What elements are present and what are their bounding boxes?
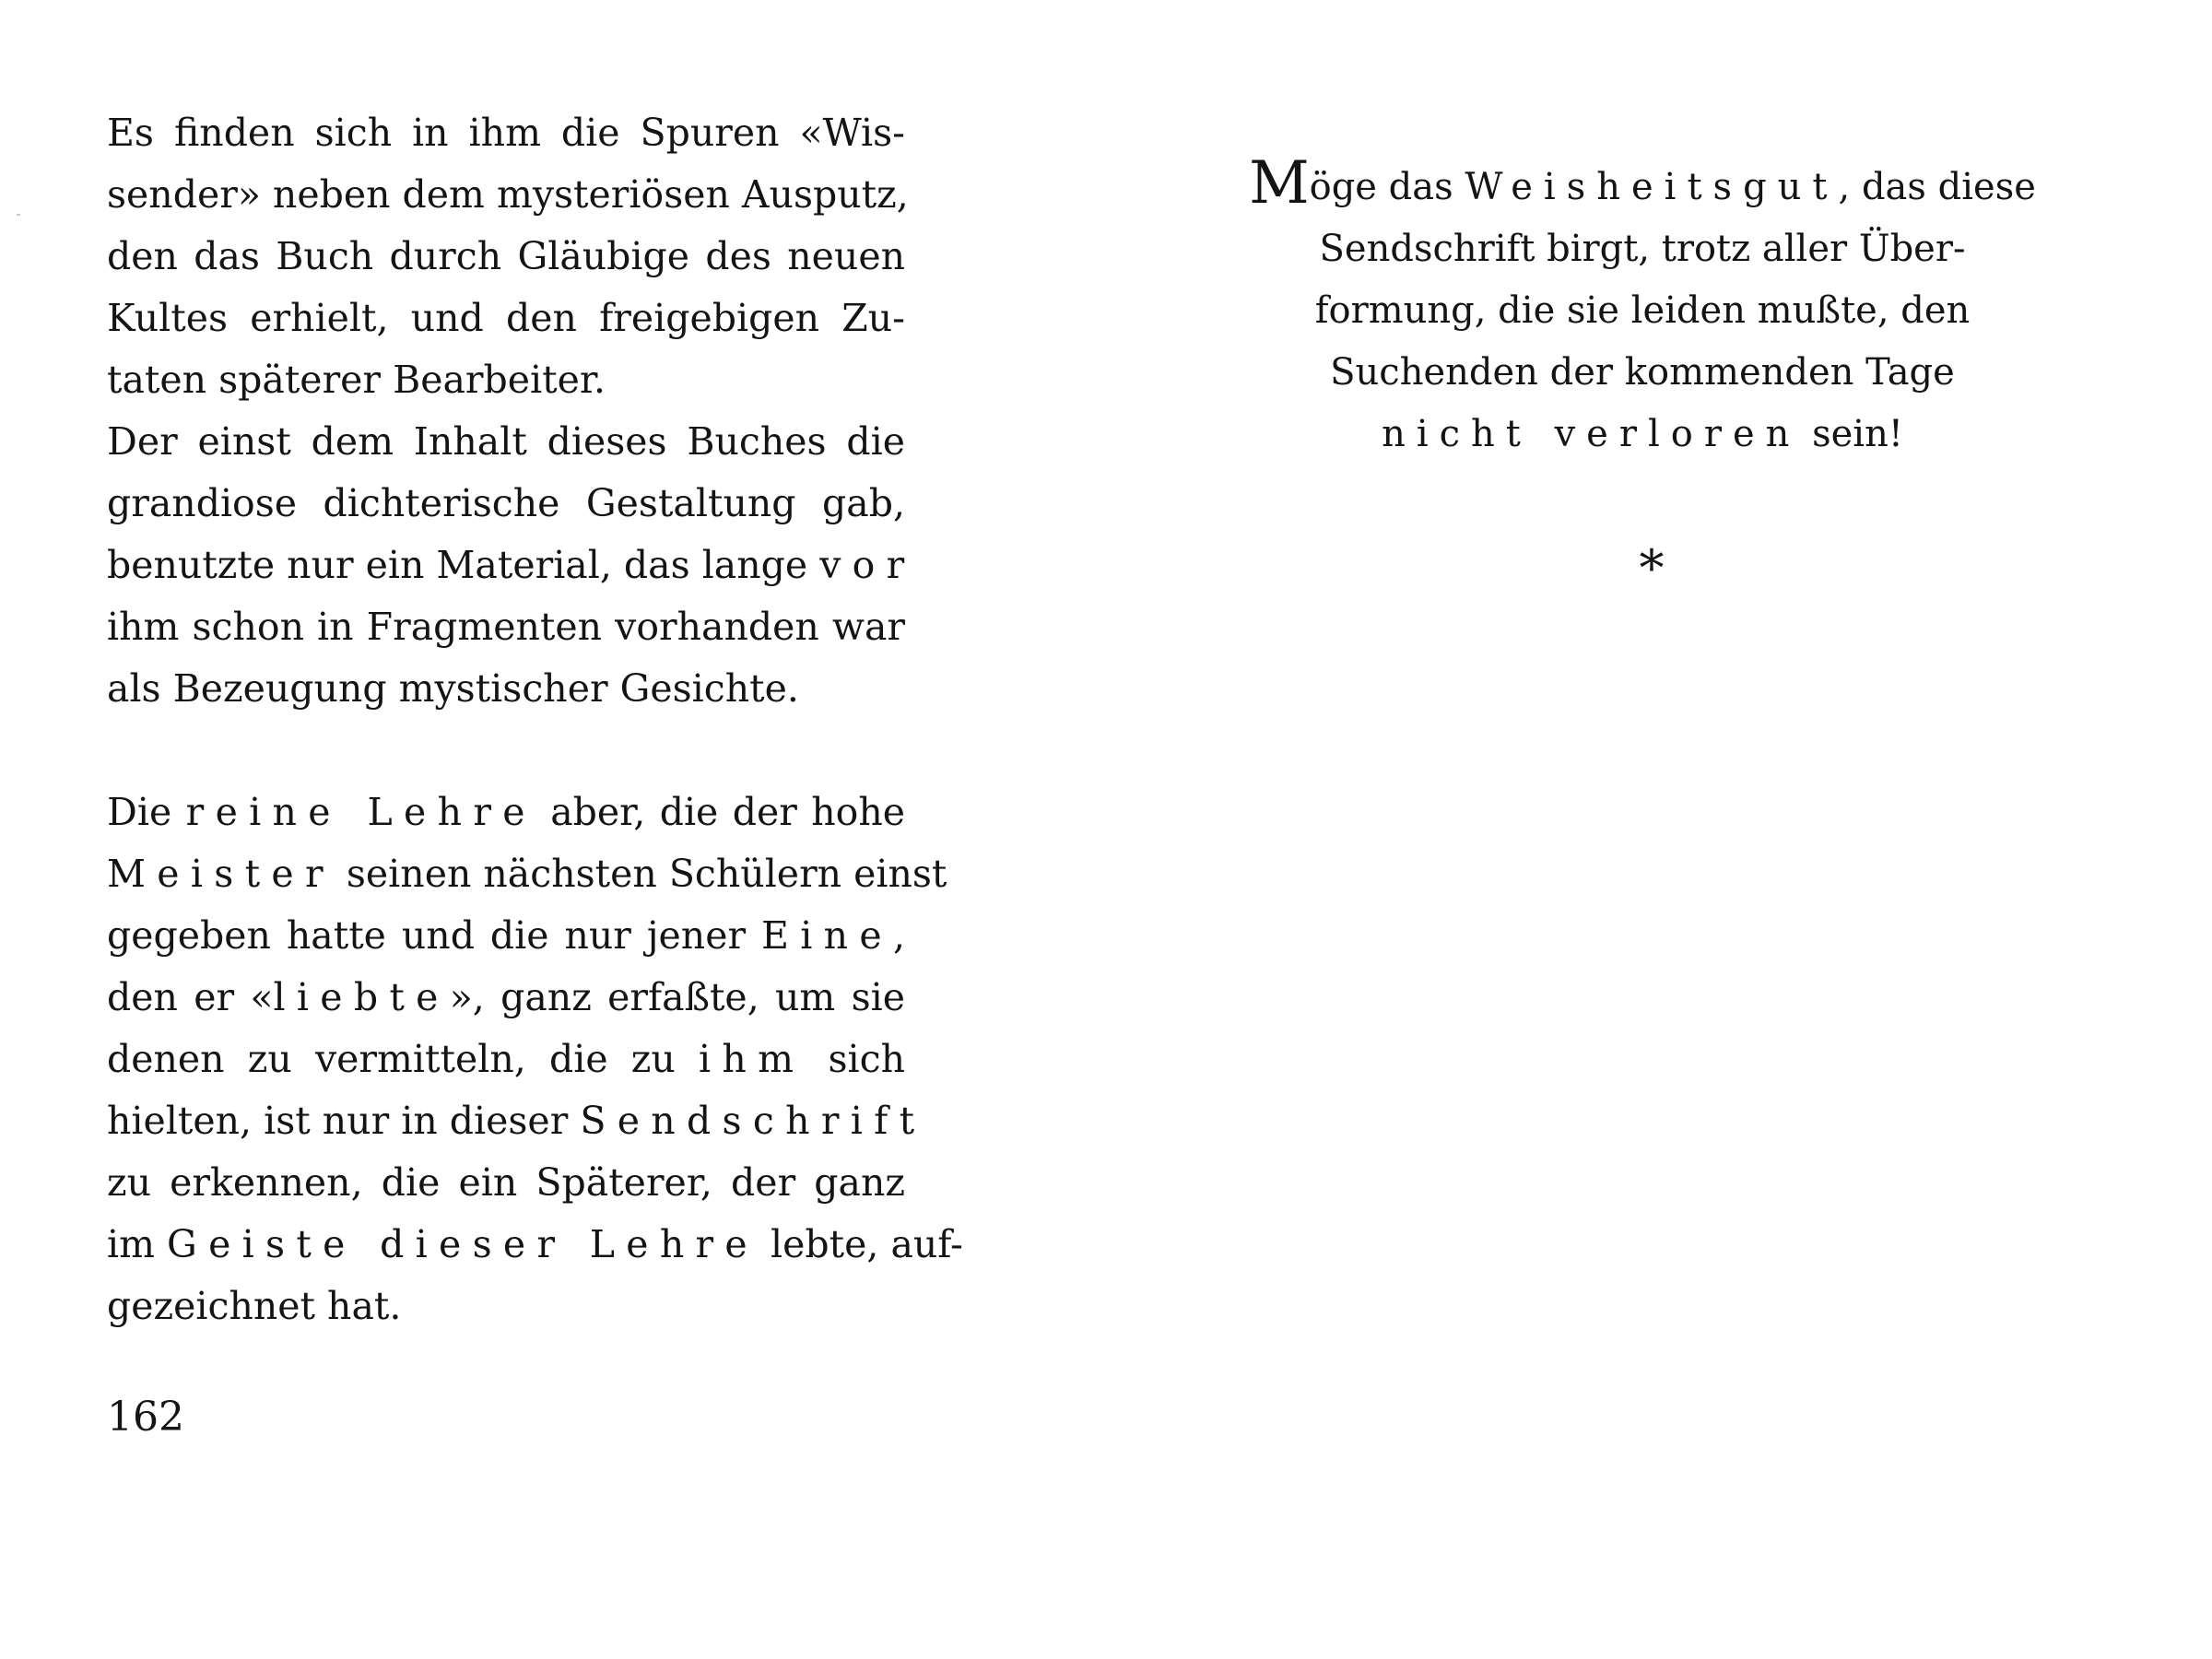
text-span: denen zu vermitteln, die zu xyxy=(107,1037,699,1081)
text-line xyxy=(107,164,909,226)
text-span: sich xyxy=(805,1037,905,1081)
text-span: Suchenden der kommenden Tage xyxy=(1330,351,1955,394)
text-line xyxy=(107,411,905,473)
spaced-emphasis: nicht verloren xyxy=(1382,413,1801,455)
text-line xyxy=(107,658,905,720)
text-span: sender» neben dem mysteriösen Ausputz, xyxy=(107,172,909,217)
text-span: Sendschrift birgt, trotz aller Über- xyxy=(1319,228,1966,270)
text-line xyxy=(107,349,905,411)
spaced-emphasis: vor xyxy=(819,543,916,587)
paragraph-gap xyxy=(107,720,905,782)
text-line xyxy=(107,473,905,535)
text-line xyxy=(1228,280,2057,342)
text-span: formung, die sie leiden mußte, den xyxy=(1314,289,1971,332)
text-line xyxy=(107,1214,963,1276)
text-line xyxy=(1228,404,2057,465)
text-span: aber, die der hohe xyxy=(535,790,906,834)
text-line xyxy=(107,843,947,905)
spaced-emphasis: Sendschrift xyxy=(580,1099,926,1143)
text-line xyxy=(1228,149,2057,218)
text-line xyxy=(107,1152,905,1214)
text-span: grandiose dichterische Gestaltung gab, xyxy=(107,481,905,525)
text-line xyxy=(107,967,905,1029)
scan-speck xyxy=(17,214,20,216)
text-line xyxy=(107,596,905,658)
text-line xyxy=(107,782,905,843)
text-span: seinen nächsten Schülern einst xyxy=(334,852,947,896)
text-span: Der einst dem Inhalt dieses Buches die xyxy=(107,419,905,464)
text-line xyxy=(107,1090,926,1152)
left-page-text xyxy=(107,102,963,1337)
text-line xyxy=(107,102,905,164)
spaced-emphasis: Weisheitsgut xyxy=(1465,166,1839,208)
text-span: sein! xyxy=(1800,413,1903,455)
text-span: , xyxy=(892,913,905,958)
text-span: Kultes erhielt, und den freigebigen Zu- xyxy=(107,296,905,340)
right-page-text xyxy=(1228,149,2057,465)
text-span: benutzte nur ein Material, das lange xyxy=(107,543,820,587)
text-span: öge das xyxy=(1309,166,1465,208)
text-span: zu erkennen, die ein Späterer, der ganz xyxy=(107,1160,905,1205)
text-line xyxy=(107,1276,905,1337)
text-line xyxy=(107,1029,905,1090)
text-line xyxy=(107,905,905,967)
text-span: gegeben hatte und die nur jener xyxy=(107,913,762,958)
page-number: 162 xyxy=(107,1394,184,1441)
text-span: hielten, ist nur in dieser xyxy=(107,1099,581,1143)
text-span: ihm schon in Fragmenten vorhanden war xyxy=(107,605,905,649)
text-span: Es finden sich in ihm die Spuren «Wis- xyxy=(107,111,905,155)
text-line xyxy=(107,288,905,349)
text-span: », ganz erfaßte, um sie xyxy=(449,975,905,1019)
text-span: den das Buch durch Gläubige des neuen xyxy=(107,234,905,278)
text-span: im xyxy=(107,1222,168,1266)
spaced-emphasis: Meister xyxy=(107,852,335,896)
spaced-emphasis: Eine xyxy=(761,913,893,958)
text-span: , das diese xyxy=(1838,166,2036,208)
spaced-emphasis: liebte xyxy=(273,975,450,1019)
text-span: taten späterer Bearbeiter. xyxy=(107,358,606,402)
text-span: gezeichnet hat. xyxy=(107,1284,402,1328)
spaced-emphasis: Geiste dieser Lehre xyxy=(167,1222,759,1266)
spaced-emphasis: reine Lehre xyxy=(185,790,536,834)
text-span: lebte, auf- xyxy=(759,1222,963,1266)
drop-initial: M xyxy=(1249,149,1310,218)
text-line xyxy=(1228,342,2057,404)
text-span: den er « xyxy=(107,975,274,1019)
text-line xyxy=(107,226,905,288)
spaced-emphasis: ihm xyxy=(698,1037,806,1081)
text-span: Die xyxy=(107,790,186,834)
asterisk-ornament: ∗ xyxy=(1634,529,1669,587)
text-line xyxy=(107,535,916,596)
text-line xyxy=(1228,218,2057,280)
text-span: als Bezeugung mystischer Gesichte. xyxy=(107,666,799,711)
